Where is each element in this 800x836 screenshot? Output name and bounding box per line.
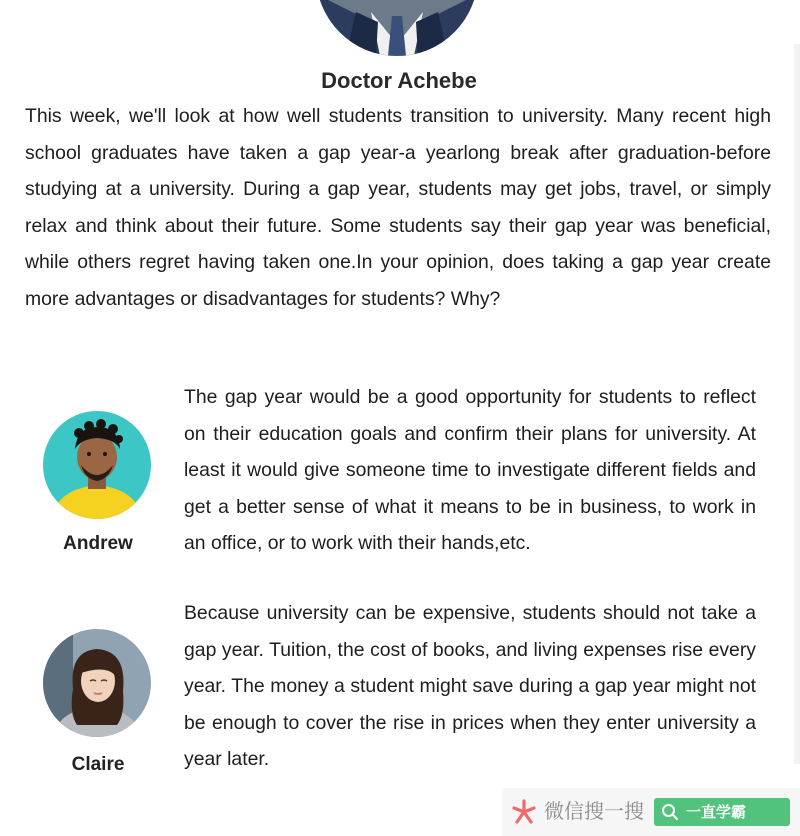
claire-name: Claire — [71, 754, 125, 775]
wechat-search-brand: 微信搜一搜 — [544, 799, 644, 823]
scrollbar[interactable] — [794, 44, 800, 764]
andrew-response: The gap year would be a good opportunity for students to reflect on their education goals and confirm their plans for university. At least it would give someone time to investigate different fields and get a better sense of what it means to be in business, to work in an office, or to work with their hands,etc. — [184, 386, 756, 554]
wechat-search-logo-icon — [510, 798, 538, 831]
search-query-label: 一直学霸 — [686, 803, 747, 821]
magnifier-icon — [661, 803, 679, 827]
search-button[interactable] — [654, 798, 790, 826]
teacher-name: Doctor Achebe — [321, 68, 477, 93]
claire-response: Because university can be expensive, students should not take a gap year. Tuition, the cost of books, and living expenses rise every year. The money a student might save during a gap year might not be enough to cover the rise in prices when they enter university a year later. — [184, 602, 756, 770]
andrew-avatar — [43, 411, 151, 519]
discussion-prompt: This week, we'll look at how well students transition to university. Many recent high school graduates have taken a gap year-a yearlong break after graduation-before studying at a university. During a gap year, students may get jobs, travel, or simply relax and think about their future. Some students say their gap year was beneficial, while others regret having taken one.In your opinion, does taking a gap year create more advantages or disadvantages for students? Why? — [25, 105, 771, 310]
claire-avatar — [43, 629, 151, 737]
wechat-search-bar[interactable] — [502, 788, 800, 836]
andrew-name: Andrew — [63, 533, 133, 554]
teacher-avatar — [316, 0, 478, 56]
